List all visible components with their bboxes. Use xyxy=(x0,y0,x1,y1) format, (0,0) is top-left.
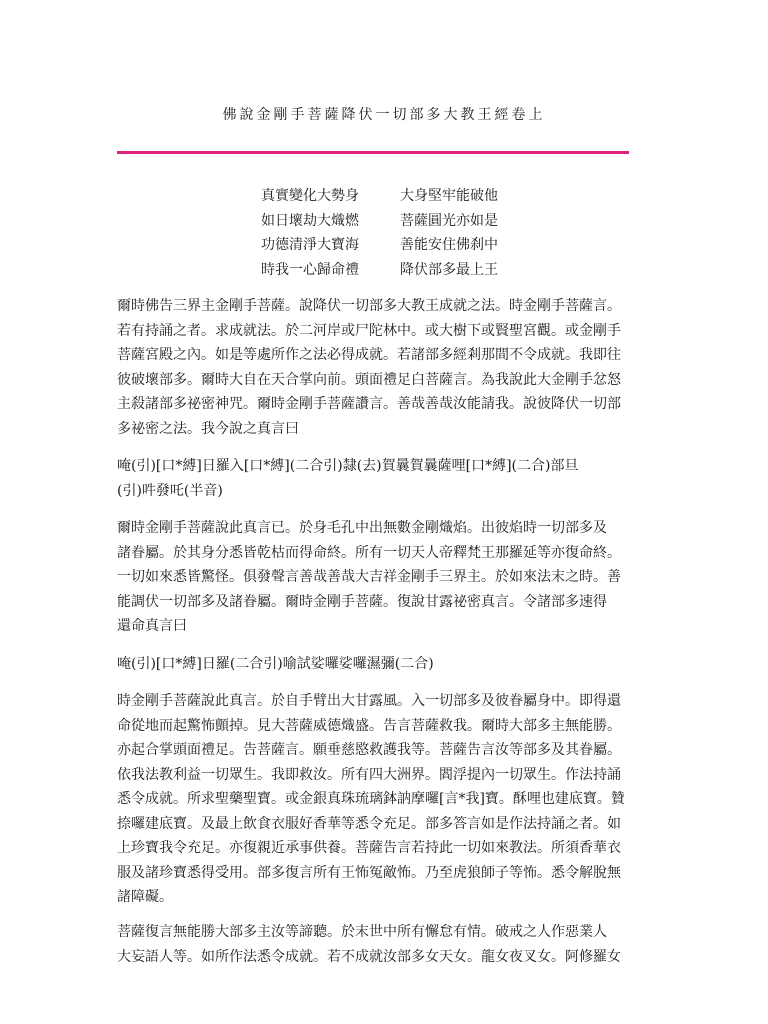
paragraph-3 xyxy=(117,689,657,910)
verse-line-left: 真實變化大勢身 xyxy=(261,188,359,204)
verse-line-right: 善能安住佛刹中 xyxy=(400,237,498,253)
text-line: 能調伏一切部多及諸眷屬。爾時金剛手菩薩。復說甘露祕密真言。令諸部多速得 xyxy=(117,593,607,610)
text-line: 服及諸珍寶悉得受用。部多復言所有王怖冤敵怖。乃至虎狼師子等怖。悉令解脫無 xyxy=(117,864,621,881)
verse-row xyxy=(261,258,498,283)
verse-row xyxy=(261,233,498,258)
text-line: 悉令成就。所求聖藥聖寶。或金銀真珠琉璃鉢訥摩囉[言*我]寶。酥哩也建底寶。贊 xyxy=(117,791,625,807)
verse-line-left: 功德清淨大寶海 xyxy=(261,237,359,253)
verse-line-right: 降伏部多最上王 xyxy=(400,261,498,278)
text-line: 彼破壞部多。爾時大自在天合掌向前。頭面禮足白菩薩言。為我說此大金剛手忿怒 xyxy=(117,371,621,388)
title-divider xyxy=(117,151,629,154)
text-line: 上珍寶我令充足。亦復親近承事供養。菩薩告言若持此一切如來教法。所須香華衣 xyxy=(117,840,621,856)
text-line: 主殺諸部多祕密神咒。爾時金剛手菩薩讚言。善哉善哉汝能請我。說彼降伏一切部 xyxy=(117,396,621,412)
text-line: 捺囉建底寶。及最上飲食衣服好香華等悉令充足。部多答言如是作法持誦之者。如 xyxy=(117,815,621,832)
text-line: 爾時金剛手菩薩說此真言已。於身毛孔中出無數金剛熾焰。出彼焰時一切部多及 xyxy=(117,520,607,536)
document-title: 佛說金剛手菩薩降伏一切部多大教王經卷上 xyxy=(222,107,546,123)
text-line: 若有持誦之者。求成就法。於二河岸或尸陀林中。或大樹下或賢聖宮觀。或金剛手 xyxy=(117,322,621,339)
verse-line-right: 菩薩圓光亦如是 xyxy=(400,212,498,229)
verse-line-left: 時我一心歸命禮 xyxy=(261,261,359,278)
text-line: 依我法教利益一切眾生。我即救汝。所有四大洲界。閻浮提內一切眾生。作法持誦 xyxy=(117,766,621,783)
verse-line-right: 大身堅牢能破他 xyxy=(400,188,498,204)
text-line: 亦起合掌頭面禮足。告菩薩言。願垂慈愍救護我等。菩薩告言汝等部多及其眷屬。 xyxy=(117,742,621,758)
mantra-2 xyxy=(117,652,657,677)
text-line: 一切如來悉皆驚怪。俱發聲言善哉善哉大吉祥金剛手三界主。於如來法末之時。善 xyxy=(117,569,621,585)
text-line: 爾時佛告三界主金剛手菩薩。說降伏一切部多大教王成就之法。時金剛手菩薩言。 xyxy=(117,298,621,314)
verse-row xyxy=(261,184,498,209)
text-line: 諸障礙。 xyxy=(117,889,173,905)
text-line: 還命真言曰 xyxy=(117,618,187,634)
mantra-line: 唵(引)[口*縛]日羅入[口*縛](二合引)隸(去)賀曩賀曩薩哩[口*縛](二合)部旦 xyxy=(117,458,579,474)
text-line: 多祕密之法。我今說之真言曰 xyxy=(117,420,299,437)
mantra-line: (引)吽發吒(半音) xyxy=(117,482,223,499)
paragraph-2 xyxy=(117,516,657,639)
mantra-line: 唵(引)[口*縛]日羅(二合引)喻試娑囉娑囉濕彌(二合) xyxy=(117,656,434,672)
verse-line-left: 如日壞劫大熾燃 xyxy=(261,212,359,229)
text-line: 大妄語人等。如所作法悉令成就。若不成就汝部多女天女。龍女夜叉女。阿修羅女 xyxy=(117,948,621,965)
text-line: 時金剛手菩薩說此真言。於自手臂出大甘露風。入一切部多及彼眷屬身中。即得還 xyxy=(117,693,621,709)
verse-block xyxy=(261,184,498,282)
text-line: 諸眷屬。於其身分悉皆乾枯而得命終。所有一切天人帝釋梵王那羅延等亦復命終。 xyxy=(117,544,621,561)
paragraph-1 xyxy=(117,294,657,441)
mantra-1 xyxy=(117,454,657,503)
verse-row xyxy=(261,209,498,234)
paragraph-4 xyxy=(117,920,657,969)
text-line: 命從地而起驚怖顫掉。見大菩薩威德熾盛。告言菩薩救我。爾時大部多主無能勝。 xyxy=(117,717,621,734)
text-line: 菩薩復言無能勝大部多主汝等諦聽。於末世中所有懈怠有情。破戒之人作惡業人 xyxy=(117,924,607,940)
text-line: 菩薩宮殿之內。如是等處所作之法必得成就。若諸部多經剎那間不令成就。我即往 xyxy=(117,347,621,363)
